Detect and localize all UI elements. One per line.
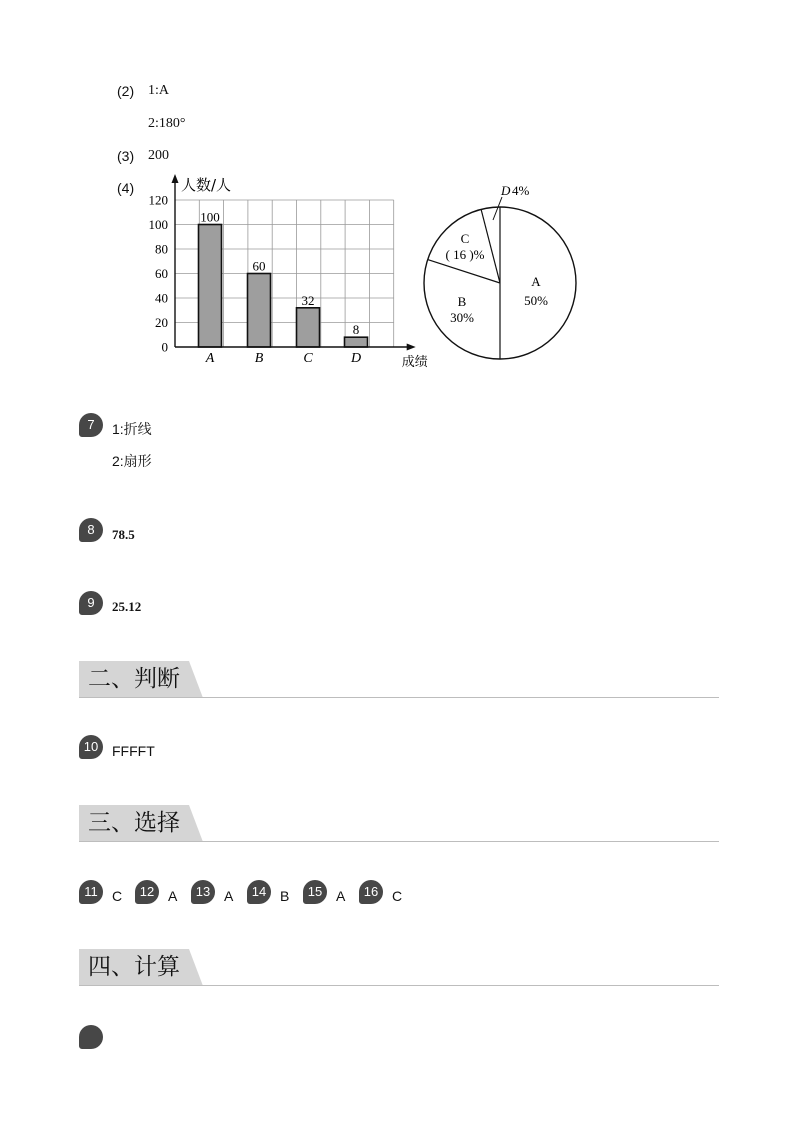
pie-slice-value: 4% (512, 183, 530, 198)
y-tick-label: 0 (161, 339, 168, 355)
q7-answer-1: 1:折线 (112, 421, 152, 437)
y-tick-label: 60 (155, 266, 168, 281)
section-title: 二、判断 (88, 666, 180, 692)
q15-answer: A (336, 888, 346, 904)
part-2-label: (2) (117, 83, 135, 99)
section-header-calculation (79, 949, 719, 987)
data-label: 60 (252, 258, 266, 274)
pie-slice-name: B (457, 294, 467, 309)
pie-slice-value: 30% (450, 310, 474, 325)
data-label: 100 (200, 209, 220, 225)
section-header-judgement (79, 661, 719, 699)
question-badge-11: 11 (79, 880, 103, 904)
question-badge-16: 16 (359, 880, 383, 904)
x-tick-label: B (254, 351, 264, 366)
pie-slice-name: A (531, 274, 541, 289)
pie-slice-value: 50% (524, 293, 548, 308)
question-badge-next (79, 1025, 103, 1049)
section-title: 四、计算 (88, 954, 180, 980)
q10-answer: FFFFT (112, 743, 155, 759)
y-axis-title: 人数/人 (181, 176, 232, 194)
bar (199, 225, 222, 348)
q14-answer: B (280, 888, 290, 904)
pie-slice-name: D (501, 183, 511, 198)
question-badge-12: 12 (135, 880, 159, 904)
data-label: 32 (301, 292, 315, 308)
x-axis-title: 成绩 (401, 355, 428, 370)
bar (297, 308, 320, 347)
pie-slice-name: C (460, 231, 470, 246)
x-tick-label: A (205, 351, 215, 366)
question-badge-8: 8 (79, 518, 103, 542)
question-badge-9: 9 (79, 591, 103, 615)
question-badge-14: 14 (247, 880, 271, 904)
question-badge-13: 13 (191, 880, 215, 904)
y-tick-label: 80 (155, 241, 168, 257)
q9-answer: 25.12 (112, 599, 142, 614)
q13-answer: A (224, 888, 234, 904)
q7-answer-2: 2:扇形 (112, 453, 152, 469)
y-tick-label: 40 (155, 290, 168, 306)
bar (345, 337, 368, 347)
question-badge-7: 7 (79, 413, 103, 437)
question-badge-10: 10 (79, 735, 103, 759)
part-3-label: (3) (117, 148, 135, 164)
section-divider (79, 697, 719, 698)
q16-answer: C (392, 888, 403, 904)
data-label: 8 (352, 322, 360, 338)
q11-answer: C (112, 888, 123, 904)
q8-answer: 78.5 (112, 527, 135, 542)
x-tick-label: C (303, 351, 313, 366)
y-tick-label: 100 (148, 217, 168, 232)
x-tick-label: D (350, 351, 362, 366)
y-axis-arrow (172, 174, 179, 183)
part-2-answer-2: 2:180° (148, 116, 186, 131)
part-3-answer: 200 (148, 148, 169, 163)
section-title: 三、选择 (88, 810, 180, 836)
part-4-label: (4) (117, 180, 135, 196)
bar (248, 274, 271, 348)
part-2-answer-1: 1:A (148, 83, 169, 98)
q12-answer: A (168, 888, 178, 904)
bar-chart (140, 170, 430, 375)
y-tick-label: 120 (148, 192, 168, 208)
pie-chart (415, 178, 590, 368)
section-divider (79, 841, 719, 842)
section-divider (79, 985, 719, 986)
y-tick-label: 20 (155, 315, 168, 330)
question-badge-15: 15 (303, 880, 327, 904)
pie-slice-value: ( 16 )% (445, 247, 485, 262)
section-header-choice (79, 805, 719, 843)
